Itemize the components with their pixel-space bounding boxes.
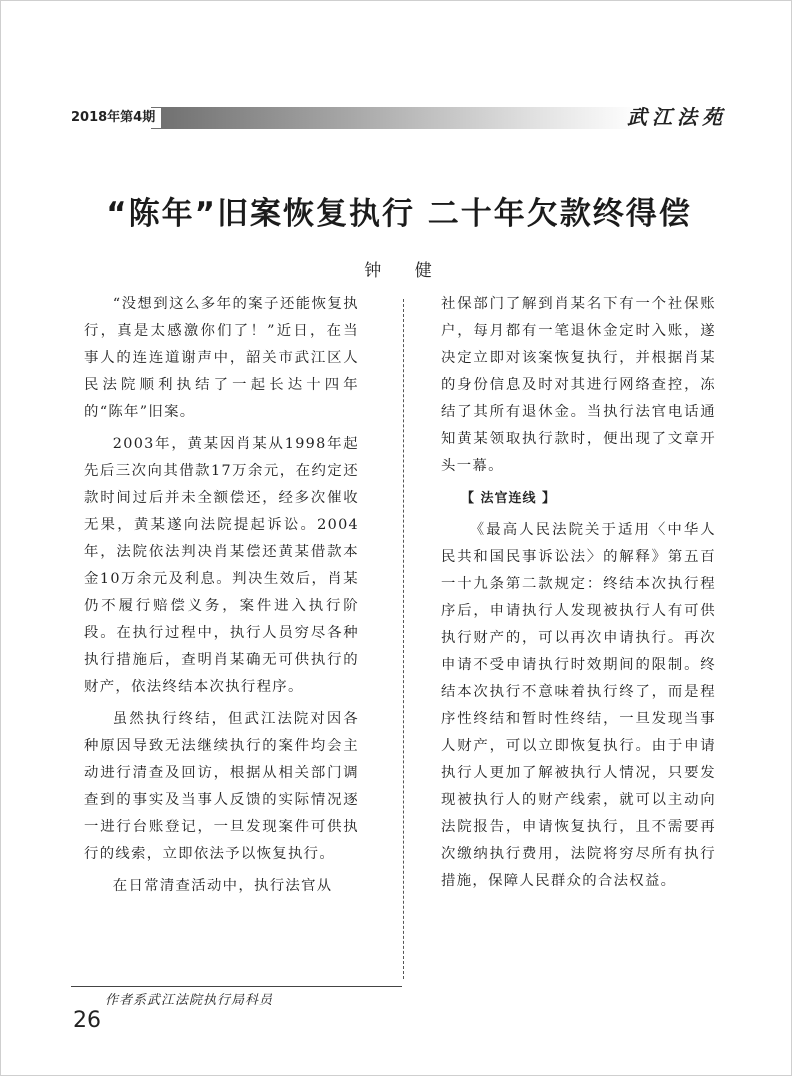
paragraph: 社保部门了解到肖某名下有一个社保账户，每月都有一笔退休金定时入账，遂决定立即对该案恢复执行，并根据肖某的身份信息及时对其进行网络查控，冻结了其所有退休金。当执行法官电话通知黄某领取执行款时，便出现了文章开头一幕。 xyxy=(441,296,716,474)
paragraph: 虽然执行终结，但武江法院对因各种原因导致无法继续执行的案件均会主动进行清查及回访，根据从相关部门调查到的事实及当事人反馈的实际情况逐一进行台账登记，一旦发现案件可供执行的线索，立即依法予以恢复执行。 xyxy=(84,711,359,862)
paragraph: 2003年，黄某因肖某从1998年起先后三次向其借款17万余元，在约定还款时间过后并未全额偿还，经多次催收无果，黄某遂向法院提起诉讼。2004年，法院依法判决肖某偿还黄某借款本金10万余元及利息。判决生效后，肖某仍不履行赔偿义务，案件进入执行阶段。在执行过程中，执行人员穷尽各种执行措施后，查明肖某确无可供执行的财产，依法终结本次执行程序。 xyxy=(84,436,359,695)
issue-label: 2018年第4期 xyxy=(71,108,161,128)
header-gradient-band xyxy=(151,107,639,129)
publication-brand: 武江法苑 xyxy=(627,105,727,129)
running-header xyxy=(71,107,727,129)
footnote-rule xyxy=(71,986,402,987)
article-author: 钟 健 xyxy=(364,261,446,281)
column-divider xyxy=(403,299,404,979)
author-footnote: 作者系武江法院执行局科员 xyxy=(105,993,274,1008)
paragraph: 《最高人民法院关于适用〈中华人民共和国民事诉讼法〉的解释》第五百一十九条第二款规定：终结本次执行程序后，申请执行人发现被执行人有可供执行财产的，可以再次申请执行。再次申请不受申请执行时效期间的限制。终结本次执行不意味着执行终了，而是程序性终结和暂时性终结，一旦发现当事人财产，可以立即恢复执行。由于申请执行人更加了解被执行人情况，只要发现被执行人的财产线索，就可以主动向法院报告，申请恢复执行，且不需要再次缴纳执行费用，法院将穷尽所有执行措施，保障人民群众的合法权益。 xyxy=(441,522,716,889)
right-column xyxy=(441,291,716,900)
paragraph: 在日常清查活动中，执行法官从 xyxy=(112,878,333,894)
section-heading: 【 法官连线 】 xyxy=(461,491,557,506)
left-column xyxy=(84,291,359,905)
paragraph: “没想到这么多年的案子还能恢复执行，真是太感激你们了！”近日，在当事人的连连道谢声中，韶关市武江区人民法院顺利执结了一起长达十四年的“陈年”旧案。 xyxy=(84,296,359,420)
page-number: 26 xyxy=(73,1008,101,1033)
article-title: “陈年”旧案恢复执行 二十年欠款终得偿 xyxy=(106,196,692,232)
